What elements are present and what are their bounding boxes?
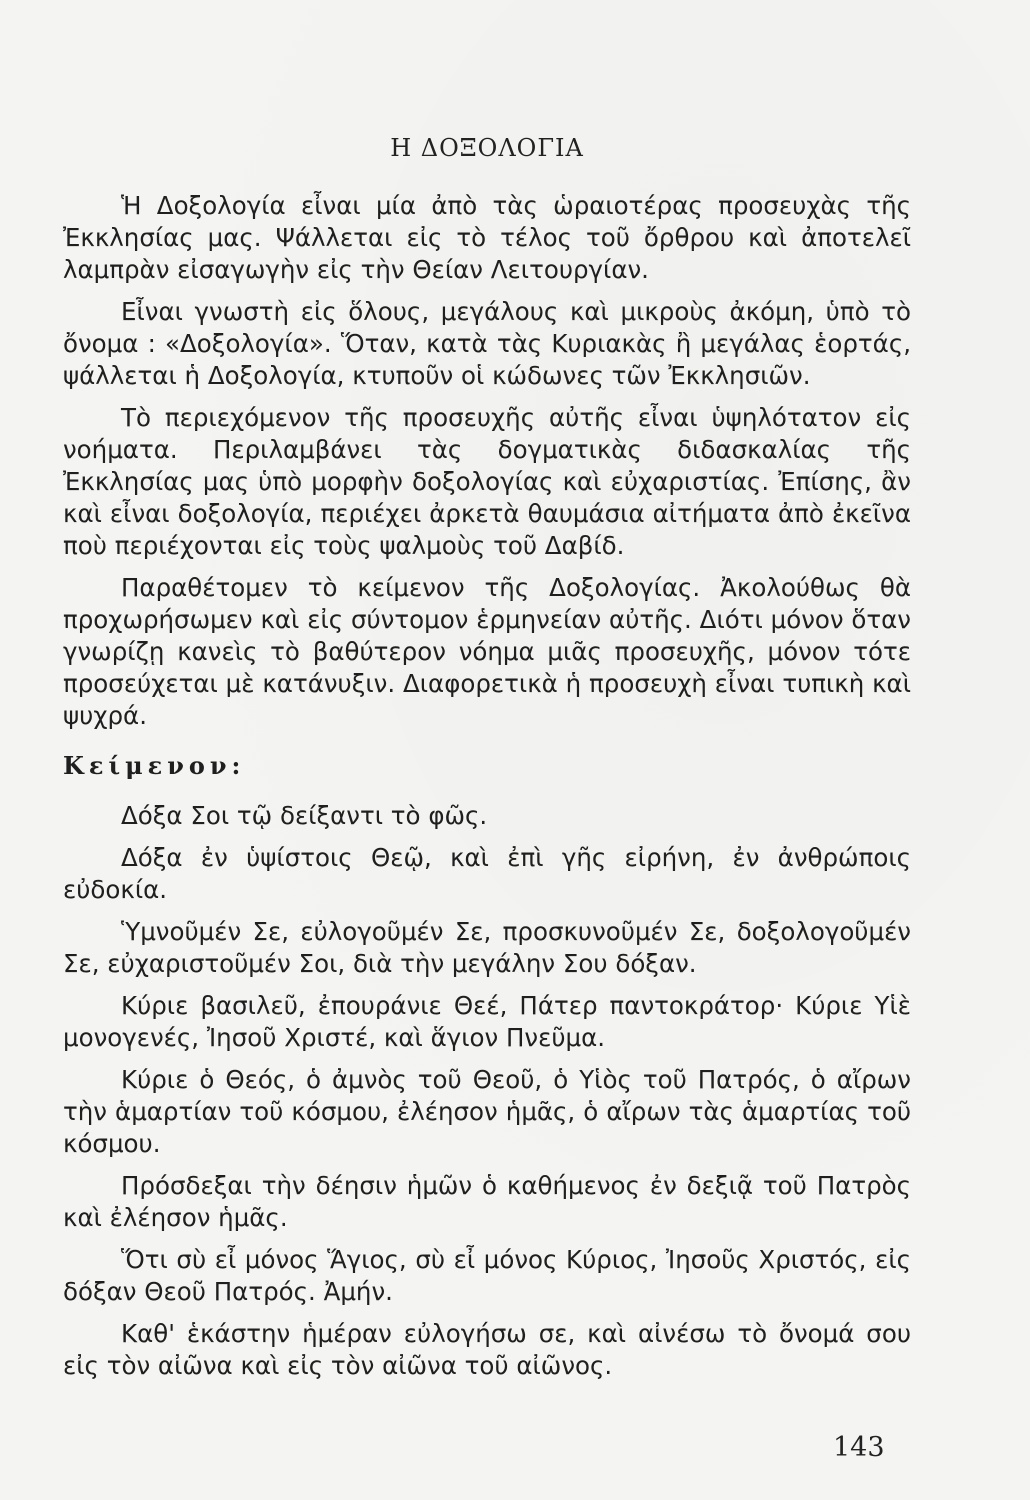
text-section-label: Κείμενον:: [63, 751, 246, 780]
chapter-title: Η ΔΟΞΟΛΟΓΙΑ: [390, 134, 584, 162]
intro-paragraph-4: Παραθέτομεν τὸ κείμενον τῆς Δοξολογίας. Ἀκολούθως θὰ προχωρήσωμεν καὶ εἰς σύντομον ἑρμηνείαν αὐτῆς. Διότι μόνον ὅταν γνωρίζῃ κανεὶς τὸ βαθύτερον νόημα μιᾶς προσευχῆς, μόνον τότε προσεύχεται μὲ κατάνυξιν. Διαφορετικὰ ἡ προσευχὴ εἶναι τυπικὴ καὶ ψυχρά.: [63, 573, 911, 730]
intro-paragraph-3: Τὸ περιεχόμενον τῆς προσευχῆς αὐτῆς εἶναι ὑψηλότατον εἰς νοήματα. Περιλαμβάνει τὰς δογματικὰς διδασκαλίας τῆς Ἐκκλησίας μας ὑπὸ μορφὴν δοξολογίας καὶ εὐχαριστίας. Ἐπίσης, ἂν καὶ εἶναι δοξολογία, περιέχει ἀρκετὰ θαυμάσια αἰτήματα ἀπὸ ἐκεῖνα ποὺ περιέχονται εἰς τοὺς ψαλμοὺς τοῦ Δαβίδ.: [63, 403, 911, 560]
prayer-line-1: Δόξα Σοι τῷ δείξαντι τὸ φῶς.: [121, 801, 488, 830]
intro-paragraph-2: Εἶναι γνωστὴ εἰς ὅλους, μεγάλους καὶ μικροὺς ἀκόμη, ὑπὸ τὸ ὄνομα : «Δοξολογία». Ὅταν, κατὰ τὰς Κυριακὰς ἢ μεγάλας ἑορτάς, ψάλλεται ἡ Δοξολογία, κτυποῦν οἱ κώδωνες τῶν Ἐκκλησιῶν.: [63, 297, 911, 390]
page-number: 143: [833, 1432, 885, 1463]
prayer-line-8: Καθ' ἑκάστην ἡμέραν εὐλογήσω σε, καὶ αἰνέσω τὸ ὄνομά σου εἰς τὸν αἰῶνα καὶ εἰς τὸν αἰῶνα τοῦ αἰῶνος.: [63, 1319, 911, 1380]
prayer-line-5: Κύριε ὁ Θεός, ὁ ἀμνὸς τοῦ Θεοῦ, ὁ Υἱὸς τοῦ Πατρός, ὁ αἴρων τὴν ἁμαρτίαν τοῦ κόσμου, ἐλέησον ἡμᾶς, ὁ αἴρων τὰς ἁμαρτίας τοῦ κόσμου.: [63, 1065, 911, 1158]
prayer-line-6: Πρόσδεξαι τὴν δέησιν ἡμῶν ὁ καθήμενος ἐν δεξιᾷ τοῦ Πατρὸς καὶ ἐλέησον ἡμᾶς.: [63, 1171, 911, 1232]
prayer-line-7: Ὅτι σὺ εἶ μόνος Ἅγιος, σὺ εἶ μόνος Κύριος, Ἰησοῦς Χριστός, εἰς δόξαν Θεοῦ Πατρός. Ἀμήν.: [63, 1245, 911, 1306]
prayer-line-2: Δόξα ἐν ὑψίστοις Θεῷ, καὶ ἐπὶ γῆς εἰρήνη, ἐν ἀνθρώποις εὐδοκία.: [63, 843, 911, 904]
intro-paragraph-1: Ἡ Δοξολογία εἶναι μία ἀπὸ τὰς ὡραιοτέρας προσευχὰς τῆς Ἐκκλησίας μας. Ψάλλεται εἰς τὸ τέλος τοῦ ὄρθρου καὶ ἀποτελεῖ λαμπρὰν εἰσαγωγὴν εἰς τὴν Θείαν Λειτουργίαν.: [63, 191, 911, 284]
prayer-line-3: Ὑμνοῦμέν Σε, εὐλογοῦμέν Σε, προσκυνοῦμέν Σε, δοξολογοῦμέν Σε, εὐχαριστοῦμέν Σοι, διὰ τὴν μεγάλην Σου δόξαν.: [63, 917, 911, 978]
prayer-line-4: Κύριε βασιλεῦ, ἐπουράνιε Θεέ, Πάτερ παντοκράτορ· Κύριε Υἱὲ μονογενές, Ἰησοῦ Χριστέ, καὶ ἅγιον Πνεῦμα.: [63, 991, 911, 1052]
page-text-block: [63, 118, 911, 1392]
